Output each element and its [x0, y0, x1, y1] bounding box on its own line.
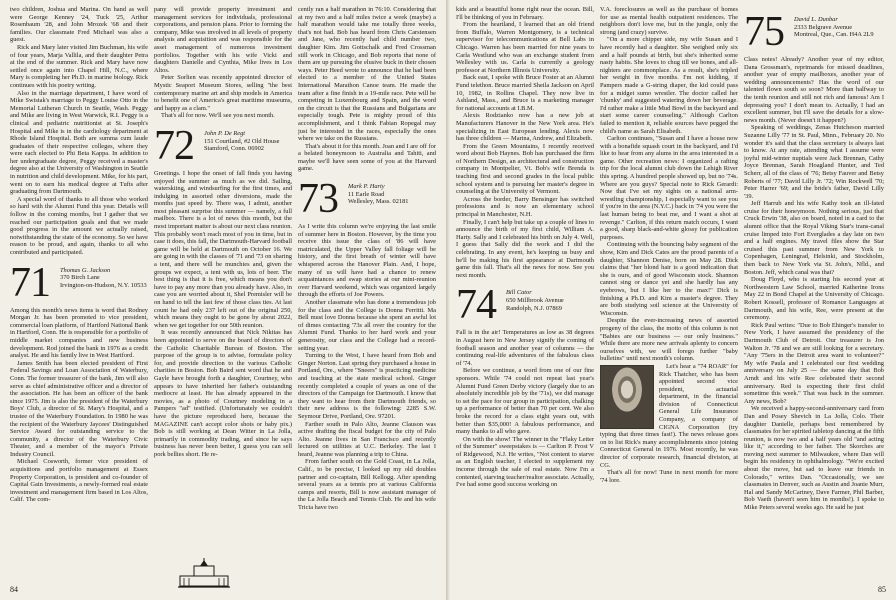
paragraph: Class notes! Already? Another year of my editor, Dana Grossman's, reprimands for missed deadlines, another year of empty mailboxes, another year of wedding announcements? Has the word of our talented flown south so soon? More than halfway to the tenth reunion and still not rich and famous! Am I depressing you? I don't mean to. Actually, I had an excellent summer, but I'll save the details for a slow-news month. (Never doesn't it happen?) — [744, 56, 884, 124]
paragraph: Greetings. I hope the onset of fall finds you having enjoyed the summer as much as we did. Sailing, waterskiing, and windsurfing for the first times, and indulging in assorted other diversions, made the months just speed by. There was, I admit, another most pleasant surprise this summer — namely, a full mailbox. There is a lot of news this month, but the most important matter is about our next class reunion. This probably won't reach most of you in time, but in case it does, this fall, the Dartmouth-Harvard football game will be held at Dartmouth on October 16. We are going in with the classes of '71 and '73 on sharing a tent, and there will be munchies and, given the groups we expect, a tent with us, lots of beer. The best thing is that it is free, which means you don't have to pay any more than you already have. Also, in case you are worried about it, Shel Premisler will be on hand to tell the last few of those class ties. At last count he had only 237 left out of the original 250, which means they ought to be gone by about 2022, when we get together for our 50th reunion. — [154, 169, 292, 329]
secretary-name: John P. De Regt — [204, 129, 246, 137]
left-column-2 — [154, 6, 292, 458]
secretary-street: 151 Courtland, #2 Old House — [204, 137, 280, 145]
page-number: 85 — [878, 585, 886, 594]
paragraph: "On a more chipper side, my wife Susan and I have recently had a daughter. She weighed only six and a half pounds at birth, but she's inherited some nasty habits. She loves to chug till we bones, and all-nighters are commonplace. As a result, she's tripled her weight in five months. I'm not kidding, if Pampers made a G-string diaper, the kid could pass for a midget sumo wrestler. The doctor called her 'chunky' and suggested watering down her beverage. I'd rather make a little Mud Bowl in the backyard and start some career counseling." Although Carlton failed to mention it, reliable sources have pegged the child's name as Sarah Elisabeth. — [600, 36, 738, 135]
paragraph: Rick and Mary later visited Jim Buchman, his wife of four years, Marja Vallila, and their daughter Petra at the end of the summer. Rick and Mary have now settled once again into Chapel Hill, N.C., where Mary is completing her Ph.D. in marine biology. Rick continues with his poetry writing. — [10, 43, 148, 89]
class-secretary-address — [60, 265, 147, 290]
class-secretary-address — [348, 181, 408, 206]
class-year-heading — [456, 282, 594, 329]
secretary-city: Irvington-on-Hudson, N.Y. 10533 — [60, 281, 147, 289]
paragraph: two children, Joshua and Marina. On hand as well were George Kenney '24, Tuck '25, Arthur Rosenbaum '28, and John Mrozek '68 and their families. Our classmate Fred Michael was also a guest. — [10, 6, 148, 44]
class-secretary-address — [794, 14, 874, 39]
paragraph: Across the border, Barry Bensinger has switched professions and is now an elementary school principal in Manchester, N.H. — [456, 195, 594, 219]
paragraph: Speaking of weddings, Zenas Hutcheson married Suzanne Lilly '77 in St. Paul, Minn., February 20. No wonder it's said that the class secretary is always last to know. At any rate, attending what I assume were joyful mid-winter nuptials were Jack Brennan, Cathy Joyce Brennan, Sarah Hoagland Hunter, and Ted Scherr, all of the class of '76; Betsy Fauver and Betsy Roberts of '77; David Lilly Jr. '72; Win Rockwell '70; Peter Harrer '69; and the bride's father, David Lilly '39. — [744, 124, 884, 200]
paragraph: It was recently announced that Nick Nikitas has been appointed to serve on the board of directors of the Catholic Charitable Bureau of Boston. The purpose of the group is to advise, formulate policy for, and provide direction to the various Catholic charities in Boston. Bob Baird sent word that he and Gayle have brought forth a daughter, Courtney, who appears to have inherited her father's outstanding mediocre at least. He has already appeared in the movies, as a photo of Courtney modeling in a Pampers "ad" testified. (Unfortunately we couldn't have the picture reproduced here, because the MAGAZINE can't accept color shots or baby pix.) Bob is still working at Dean Witter in La Jolla, primarily in commodity trading, and since he says business has never been better, I guess you can sell pork bellies short. He re- — [154, 329, 292, 458]
paragraph: Doug Floyd, who is starting his second year at Northwestern Law School, married Katherine Irons May 22 in Bond Chapel at the University of Chicago. Robert Kossell, professor of Romance Languages at Dartmouth, and his wife, Ree, were present at the ceremony. — [744, 276, 884, 322]
right-page — [450, 0, 896, 600]
paragraph: Continuing with the bouncing baby segment of the show, Kim and Dick Cates are the proud parents of a daughter, Shannon Denise, born on May 28. Dick claims that "her blond hair is a good indication that she is ours, and of good Wisconsin stock. Shannon cannot sing or dance yet and she hardly has any eyebrows, but I like her to the max!" Dick is finishing a Ph.D. and Kim a master's degree. They are both studying soil science at the University of Wisconsin. — [600, 241, 738, 317]
secretary-name: Mark P. Harty — [348, 183, 385, 191]
left-column-3 — [298, 6, 436, 512]
class-year-number: 75 — [744, 9, 784, 55]
paragraph: From farther south on the Gold Coast, in La Jolla, Calif., to be precise, I looked up my old doubles partner and co-captain, Bill Kellogg. After spending several years as a tennis pro at various California camps and resorts, Bill is now assistant manager of the La Jolla Beach and Tennis Club. He and his wife Tricia have two — [298, 458, 436, 512]
paragraph: Rick Paul writes: "Due to Bob Ehinger's transfer to New York, I have assumed the presidency of the Dartmouth Club of Detroit. Our treasurer is Jon Walton Jr. '78 and we are still looking for a secretary. "Any '75ers in the Detroit area want to volunteer?" My wife Paula and I celebrated our first wedding anniversary on July 25 — the same day that Bob Arndt and his wife Ree celebrated their second anniversary. Red is expecting their first child sometime this week." That was back in the summer. Any news, Bob? — [744, 321, 884, 405]
paragraph: Peter Sorlien was recently appointed director of Mystic Seaport Museum Stores, selling "the best contemporary marine art and ship models in America to benefit one of America's great maritime museums, and happy as a clam." — [154, 74, 292, 112]
portrait-photo — [600, 365, 654, 429]
paragraph: Jeff Harrub and his wife Kathy took an ill-fated cruise for their honeymoon. Nothing serious, just that Cruck Erwin '38, also on board, noted in a card to the alumni office that the Royal Viking Star's trans-canal cruise limped into Fort Everglades a day late on two and a half engines. My travel files show the Star cruised this past summer from New York to Copenhagen, Leningrad, Helsinki, and Stockholm, then back to New York via St. John's, Nfld., and Boston. Jeff, which canal was that? — [744, 200, 884, 276]
secretary-city: Wellesley, Mass. 02181 — [348, 198, 409, 206]
secretary-city: Montreal, Que., Can. H4A 2L9 — [794, 31, 874, 39]
page-number: 84 — [10, 585, 18, 594]
secretary-name: Bill Cator — [506, 289, 532, 297]
paragraph: Before we continue, a word from one of our fine sponsors. While '74 could not repeat last year's Alumni Fund Green Derby victory (largely due to an absolutely incredible job by the '71s), we did manage to set the pace for our group in participation, chalking up a performance of better than 70 per cent. We also broke the record for a class eight years out, with better than $35,000! A fabulous performance, and many thanks to all who gave. — [456, 367, 594, 436]
paragraph: kids and a beautiful home right near the ocean. Bill, I'll be thinking of you in February. — [456, 6, 594, 21]
paragraph: Among this month's news items is word that Rodney Morgan Jr. has been promoted to vice president, commercial loan platform, of Hartford National Bank in Hartford, Conn. He is responsible for a portfolio of middle market companies and new business development. Rod joined the bank in 1976 as a credit analyst. He and his family live in West Hartford. — [10, 306, 148, 360]
paragraph: pany will provide property investment and management services for individuals, professional corporations, and pension plans. Prior to forming the company, Mike was involved in all levels of property analysis and acquisition and was responsible for the asset management of numerous investment portfolios. Together with his wife Vicki and daughters Danielle and Cynthia, Mike lives in Los Altos. — [154, 6, 292, 74]
class-secretary-address — [506, 287, 564, 312]
paragraph: That's about it for this month. Joan and I are off for a belated honeymoon to Australia and Tahiti, and maybe we'll have seen some of you at the Harvard game. — [298, 142, 436, 173]
paragraph: That's all for now! Tune in next month for more '74 lore. — [600, 469, 738, 484]
paragraph: A special word of thanks to all those who worked so hard with the Alumni Fund this year. Details will follow in the coming months, but I gather that we reached our participation goals and that we made good progress in the amount we actually raised, notwithstanding the state of the economy. So we have reason to be proud, and again, thanks to all who contributed and participated. — [10, 195, 148, 256]
paragraph: That's all for now. We'll see you next month. — [161, 112, 275, 120]
paragraph: Fall is in the air! Temperatures as low as 38 degrees in August here in New Jersey signify the coming of football season and another year of columns — the continuing real-life adventures of the fabulous class of '74. — [456, 329, 594, 367]
paragraph: We received a happy-second-anniversary card from Dan and Posey Shevich in La Jolla, Colo. Their daughter Danielle, perhaps best remembered by classmates for her spirited tabletop dancing at the fifth reunion, is now two and a half years old "and acting like it," according to her father. The Skorches are moving next summer to Milwaukee, where Dan will begin his residency in ophthalmology. "We're excited about the move, but sad to leave our friends in Colorado," writes Dan. "Occasionally, we see classmates in Denver, such as Austin and Joanie Murr, Hal and Sandy McCartney, Dave Farmer, Phil Barber, Bob Vaeth (haven't seen him in months!). I spoke to Mike Peters several weeks ago. He said he just — [744, 405, 884, 512]
paragraph: Back east, I spoke with Bruce Foster at an Alumni Fund telethon. Bruce married Sheila Jackson on April 10, 1982, in Rollins Chapel. They now live in Ashland, Mass., and Bruce is a marketing manager for national accounts at I.B.M. — [456, 74, 594, 112]
paragraph: Alexis Rodzianko now has a new job at Manufacturers Hanover in the New York area. He's specializing in East European lending. Alexis now has three children — Marina, Andrew, and Elizabeth. — [456, 112, 594, 143]
paragraph: Michael Cosworth, former vice president of acquisitions and portfolio management at Essex Property Corporation, is president and co-founder of Capital Gain Investments, a newly-formed real estate investment and management firm based in Los Altos, Calif. The com- — [10, 458, 148, 504]
right-column-3 — [744, 6, 884, 512]
class-year-heading — [154, 122, 292, 169]
class-year-heading — [744, 9, 884, 55]
paragraph: Turning to the West, I have heard from Bob and Ginger Norton. Last spring they purchased a house in Portland, Ore., where "Sneers" is practicing medicine and teaching at the state medical school. Ginger recently completed a couple of years as one of the directors of the Campaign for Dartmouth. I know that they want to hear from their Dartmouth friends, so their new address is the following: 2285 S.W. Seymour Drive, Portland, Ore. 97201. — [298, 352, 436, 420]
paragraph: cently ran a half marathon in 76:10. Considering that at my two and a half miles twice a week (maybe) a half marathon would take me totally three weeks, that's not bad. Bob has heard from Chris Carstensen and Jane, who recently had child number two, daughter Kim. Jim Gottschalk and Fred Crossman still work in Chicago, and Bob reports that none of them are up pursuing the elusive buck in their chosen ways. Peter Heed wrote to announce that he had been elected to a member of the United States International Marathon Canoe team. He made the team after a fine finish in a 19-mile race. Pete will be competing in Luxembourg and Spain, and the word on the circuit is that the Russians and Bulgarians are especially tough. Pete is mighty proud of this accomplishment, and I think Fabian Ropegal may just be interested in the races, especially the ones where we take on the Russians. — [298, 6, 436, 143]
class-year-number: 73 — [298, 176, 338, 223]
right-column-2 — [600, 6, 738, 484]
class-year-number: 71 — [10, 259, 50, 306]
paragraph: As I write this column we're enjoying the last smile of summer here in Boston. However, by the time you receive this issue the class of '86 will have matriculated, the Upper Valley fall foliage will be history, and the first breath of winter will have whispered across the Hanover Plain. And, I hope, many of us will have had a chance to renew acquaintances and swap stories at our mini-reunion over Harvard weekend, which was organized largely through the efforts of Joe Powers. — [298, 223, 436, 299]
paragraph: From the heartland, I learned that an old friend from Buffalo, Warren Montgomery, is a technical supervisor for telecommunications at Bell Labs in Chicago. Warren has been married for nine years to Carla Westlund who was an exchange student from Wellesley with us. Carla is currently a geology professor at Northern Illinois University. — [456, 21, 594, 74]
class-year-heading — [298, 176, 436, 223]
secretary-name: Thomas G. Jackson — [60, 266, 111, 274]
class-secretary-address — [204, 128, 279, 153]
secretary-city: Stamford, Conn. 06902 — [204, 145, 264, 153]
paragraph: Finally, I can't help but take up a couple of lines to announce the birth of my first child, William A. Harty. Sally and I celebrated his birth on July 4. Well, I guess that Sally did the work and I did the celebrating. In any event, he's keeping us busy and he'll be making his first appearance at Dartmouth game this fall. That's all the news for now. See you next month. — [456, 218, 594, 279]
secretary-street: 2333 Belgrave Avenue — [794, 23, 853, 31]
building-logo-icon — [176, 556, 232, 590]
right-column-1 — [456, 6, 594, 489]
paragraph: Let's hear a "74 ROAR" for Rick Thatcher, who has been appointed second vice president, actuarial department, in the financial division of Connecticut General Life Insurance Company, a company of CIGNA Corporation (try typing that three times fast!). The news release goes on to list Rick's many accomplishments since joining Connecticut General in 1976. Most recently, he was director of corporate research, financial division, at CG. — [600, 362, 738, 469]
secretary-name: David L. Dunbar — [794, 16, 838, 23]
secretary-street: 370 Birch Lane — [60, 274, 100, 282]
paragraph: Carlton continues, "Susan and I have a house now with a bonafide squash court in the backyard, and I'd like to hear from any alums in the area interested in a game. Other recreation news: I organized a rafting trip for the local alumni club down the Lehigh River this spring. A hundred people showed up, but no '74s. Where are you guys? Special note to Rick Gerardi: Now that I've set my sights on a national arm-wrestling championship, I especially want to see you if you're in the area (N.Y.C.) back in '74 you were the last human being to beat me, and I want a shot at revenge." Carlton, if this return match occurs, I want a good, sharp black-and-white glossy for publication purposes. — [600, 135, 738, 241]
paragraph: Despite the ever-increasing news of assorted progeny of the class, the motto of this column is not "Babies are our business — our only business." While there are more new arrivals aplenty to concern ourselves with, we will forego further "baby bulletins" until next month's column. — [600, 317, 738, 363]
class-year-number: 72 — [154, 122, 194, 169]
left-column-1 — [10, 6, 148, 504]
paragraph: On with the show! The winner in the "Flaky Letter of the Summer" sweepstakes is — Carlton P. Frost V of Ridgewood, N.J. He writes, "Not content to starve as an English teacher, I elected to supplement my income through the sale of real estate. Now I'm a contented, starving teacher/realtor associate. Actually, I've had some good success working on — [456, 435, 594, 489]
paragraph: Also in the marriage department, I have word of Mike Swistak's marriage to Peggy Louise Otto in the Memorial Lutheran Church in Seattle, Wash. Peggy and Mike are living in West Warwick, R.I. Peggy is a clinical and pediatric nutritionist at St. Joseph's Hospital and Mike is in the cardiology department at Rhode Island Hospital. Both are summa cum laude graduates of their respective colleges, where they were each elected to Phi Beta Kappa. In addition to her undergraduate degree, Peggy received a master's degree also at the University of Washington in Seattle in nutrition and child development. Mike, for his part, went on to earn his medical degree at Tufts after graduating from Dartmouth. — [10, 89, 148, 196]
paragraph: From the Green Mountains, I recently received word about Bob Haynes. Bob has purchased the firm of Northern Design, an architectural and construction company in Montpelier, Vt. Bob's wife Brenda is teaching first and second grades in the local public school system and is pursuing her master's degree in counseling at the University of Vermont. — [456, 142, 594, 196]
paragraph: V.A. foreclosures as well as the purchase of homes for use as mental health outpatient residences. The neighbors don't love me, but in the jungle, only the strong (and crazy) survive. — [600, 6, 738, 36]
secretary-street: 11 Earle Road — [348, 190, 385, 198]
paragraph: James Smith has been elected president of First Federal Savings and Loan Association of Waterbury, Conn. The former treasurer of the bank, Jim will also serve as chief administrative officer and a director of the association. He has been an officer of the bank since 1975. Jim is also the president of the Waterbury Boys' Club, a director of St. Mary's Hospital, and a trustee of the Waterbury Foundation. In 1980 he was the recipient of the Waterbury Jaycees' Distinguished Service Award for outstanding service to the community, a director of the Waterbury Civic Theater, and a member of the mayor's Private Industry Council. — [10, 359, 148, 458]
class-year-number: 74 — [456, 282, 496, 329]
class-year-heading — [10, 259, 148, 306]
secretary-street: 650 Millbrook Avenue — [506, 296, 564, 304]
left-page — [0, 0, 446, 600]
secretary-city: Randolph, N.J. 07869 — [506, 304, 562, 312]
paragraph: Farther south in Palo Alto, Jeanne Clauson was active drafting the fiscal budget for the city of Palo Alto. Jeanne lives in San Francisco and recently lectured on utilities at U.C. Berkeley. The last I heard, Jeanne was planning a trip to China. — [298, 420, 436, 458]
paragraph: Another classmate who has done a tremendous job for the class and the College is Donna Ferritti. Ma Bell must love Donna because she spent an awful lot of dimes contacting '73s all over the country for the Alumni Fund. Thanks to her hard work and your generosity, our class and the College had a record-setting year. — [298, 299, 436, 352]
